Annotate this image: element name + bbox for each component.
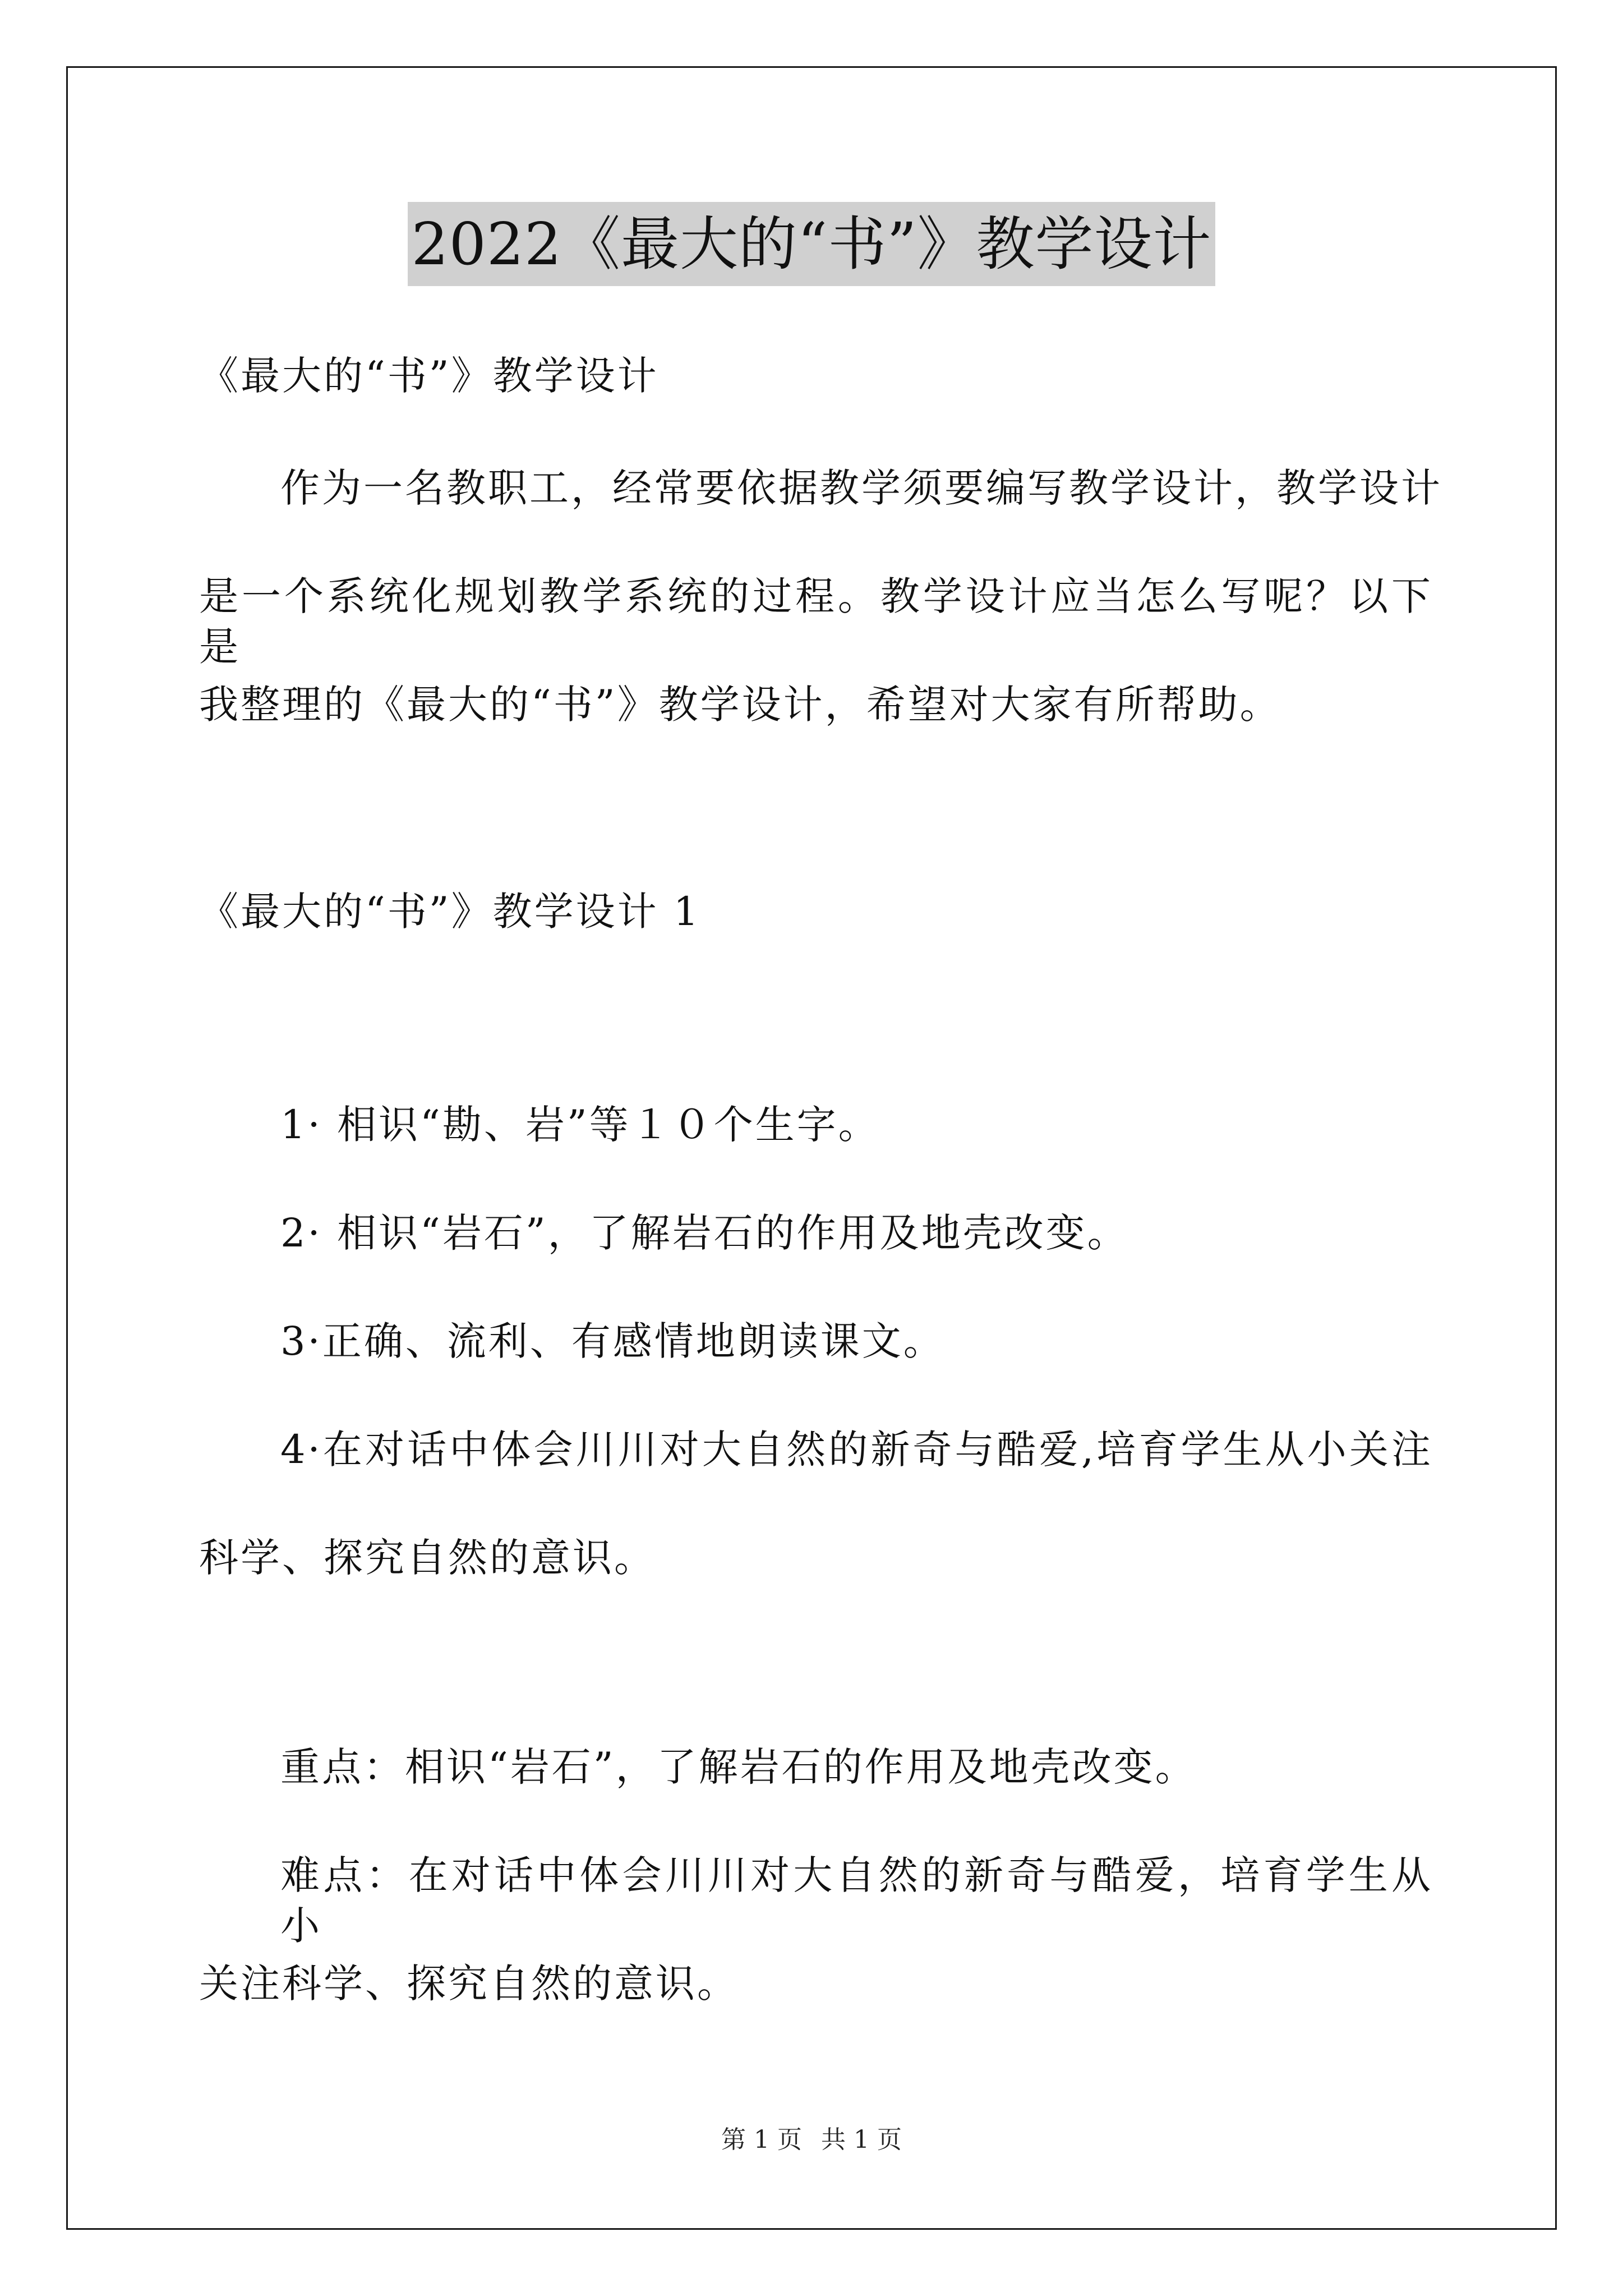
page-number-total: 共 1 页 [821,2125,902,2154]
title-container [0,202,1623,286]
intro-line-3: 我整理的《最大的“书”》教学设计，希望对大家有所帮助。 [199,682,1281,728]
goal-item-4-continued: 科学、探究自然的意识。 [199,1535,656,1581]
document-title: 2022《最大的“书”》教学设计 [408,202,1215,286]
intro-line-2: 是一个系统化规划教学系统的过程。教学设计应当怎么写呢？以下是 [199,573,1433,670]
goal-item-3: 3·正确、流利、有感情地朗读课文。 [280,1318,945,1364]
page-number-current: 第 1 页 [721,2125,802,2154]
difficulty-line-1: 难点：在对话中体会川川对大自然的新奇与酷爱，培育学生从小 [280,1852,1433,1949]
difficulty-line-2: 关注科学、探究自然的意识。 [199,1961,739,2007]
section-heading: 《最大的“书”》教学设计 1 [199,889,701,935]
key-point: 重点：相识“岩石”，了解岩石的作用及地壳改变。 [280,1744,1197,1790]
goal-item-1: 1· 相识“勘、岩”等１０个生字。 [280,1102,880,1148]
goal-item-2: 2· 相识“岩石”，了解岩石的作用及地壳改变。 [280,1210,1129,1256]
intro-line-1: 作为一名教职工，经常要依据教学须要编写教学设计，教学设计 [280,465,1442,511]
subtitle: 《最大的“书”》教学设计 [199,353,659,399]
goal-item-4: 4·在对话中体会川川对大自然的新奇与酷爱,培育学生从小关注 [280,1427,1433,1473]
page-footer [0,2123,1623,2157]
